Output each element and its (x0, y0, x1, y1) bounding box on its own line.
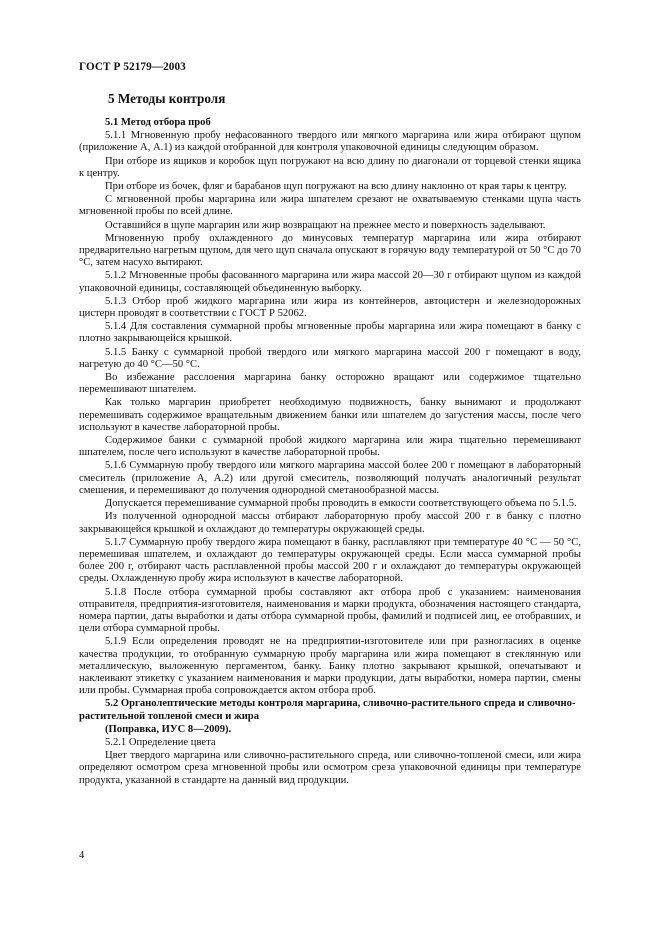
paragraph: Как только маргарин приобретет необходимую подвижность, банку вынимают и продолжают перемешивать содержимое вращательным движением банки или шпателем до загустения массы, после чего используют в качестве лабораторной пробы. (79, 397, 581, 433)
paragraph: Содержимое банки с суммарной пробой жидкого маргарина или жира тщательно перемешивают шпателем, после чего используют в качестве лабораторной пробы. (79, 435, 581, 459)
paragraph-5-1-7: 5.1.7 Суммарную пробу твердого жира помещают в банку, расплавляют при температуре 40 °С — 50 °С, перемешивая шпателем, и охлаждают до температуры окружающей среды. Если масса суммарной пробы более 200 г, отбирают часть расплавленной пробы массой 200 г и охлаждают до температуры окружающей среды. Охлажденную пробу жира используют в качестве лабораторной. (79, 536, 581, 585)
page-content (79, 91, 581, 788)
amendment-note: (Поправка, ИУС 8—2009). (105, 723, 232, 735)
paragraph: При отборе из бочек, фляг и барабанов щуп погружают на всю длину наклонно от края тары к центру. (105, 181, 567, 193)
paragraph: Из полученной однородной массы отбирают лабораторную пробу массой 200 г в банку с плотно закрывающейся крышкой и охлаждают до температуры окружающей среды. (79, 511, 581, 535)
paragraph: Цвет твердого маргарина или сливочно-растительного спреда, или сливочно-топленой смеси, или жира определяют осмотром среза мгновенной пробы или осмотром среза упаковочной единицы при температуре продукта, указанной в стандарте на данный вид продукции. (79, 750, 581, 786)
paragraph-5-2-1: 5.2.1 Определение цвета (105, 736, 216, 748)
paragraph: С мгновенной пробы маргарина или жира шпателем срезают не охватываемую стенками щупа часть мгновенной пробы по всей длине. (79, 194, 581, 218)
page-number: 4 (79, 850, 85, 861)
section-title: 5 Методы контроля (108, 91, 226, 106)
paragraph-5-1-2: 5.1.2 Мгновенные пробы фасованного маргарина или жира массой 20—30 г отбирают щупом из каждой упаковочной единицы, составляющей объединенную выборку. (79, 270, 581, 294)
subsection-title-5-2: 5.2 Органолептические методы контроля маргарина, сливочно-растительного спреда и сливочно-растительной топленой смеси и жира (79, 698, 576, 722)
paragraph-5-1-4: 5.1.4 Для составления суммарной пробы мгновенные пробы маргарина или жира помещают в банку с плотно закрывающейся крышкой. (79, 321, 581, 345)
document-header: ГОСТ Р 52179—2003 (79, 61, 186, 73)
paragraph: Оставшийся в щупе маргарин или жир возвращают на прежнее место и поверхность заделывают. (105, 219, 546, 231)
paragraph: Допускается перемешивание суммарной пробы проводить в емкости соответствующего объема по 5.1.5. (105, 498, 577, 510)
paragraph: Мгновенную пробу охлажденного до минусовых температур маргарина или жира отбирают предварительно нагретым щупом, для чего щуп сначала опускают в горячую воду температурой от 50 °С до 70 °С, затем насухо вытирают. (79, 232, 581, 269)
paragraph-5-1-9: 5.1.9 Если определения проводят не на предприятии-изготовителе или при разногласиях в оценке качества продукции, то отобранную суммарную пробу маргарина или жира помещают в стеклянную или металлическую, выложенную пергаментом, банку. Банку плотно закрывают крышкой, опечатывают и наклеивают этикетку с указанием наименования и марки продукции, даты выработки, номера партии, смены или пробы. Суммарная проба сопровождается актом отбора проб. (79, 636, 581, 697)
paragraph: Во избежание расслоения маргарина банку осторожно вращают или содержимое тщательно перемешивают шпателем. (79, 372, 581, 396)
paragraph: При отборе из ящиков и коробок щуп погружают на всю длину по диагонали от торцевой стенки ящика к центру. (79, 155, 581, 179)
paragraph-5-1-3: 5.1.3 Отбор проб жидкого маргарина или жира из контейнеров, автоцистерн и железнодорожных цистерн проводят в соответствии с ГОСТ Р 52062. (79, 295, 581, 320)
paragraph-5-1-8: 5.1.8 После отбора суммарной пробы составляют акт отбора проб с указанием: наименования отправителя, предприятия-изготовителя, наименования и марки продукта, обозначения настоящего стандарта, номера партии, даты выработки и даты отбора суммарной пробы, фамилий и подписей лиц, ее отобравших, и цели отбора суммарной пробы. (79, 586, 581, 635)
paragraph-5-1-1: 5.1.1 Мгновенную пробу нефасованного твердого или мягкого маргарина или жира отбирают щупом (приложение А, А.1) из каждой отобранной для контроля упаковочной единицы следующим образом. (79, 130, 581, 154)
paragraph-5-1-5: 5.1.5 Банку с суммарной пробой твердого или мягкого маргарина массой 200 г помещают в воду, нагретую до 40 °С—50 °С. (79, 346, 581, 370)
subsection-title-5-1: 5.1 Метод отбора проб (105, 117, 211, 128)
paragraph-5-1-6: 5.1.6 Суммарную пробу твердого или мягкого маргарина массой более 200 г помещают в лабораторный смеситель (приложение А, А.2) или другой смеситель, позволяющий получать аналогичный результат смешения, и перемешивают до получения однородной сметанообразной массы. (79, 460, 581, 496)
